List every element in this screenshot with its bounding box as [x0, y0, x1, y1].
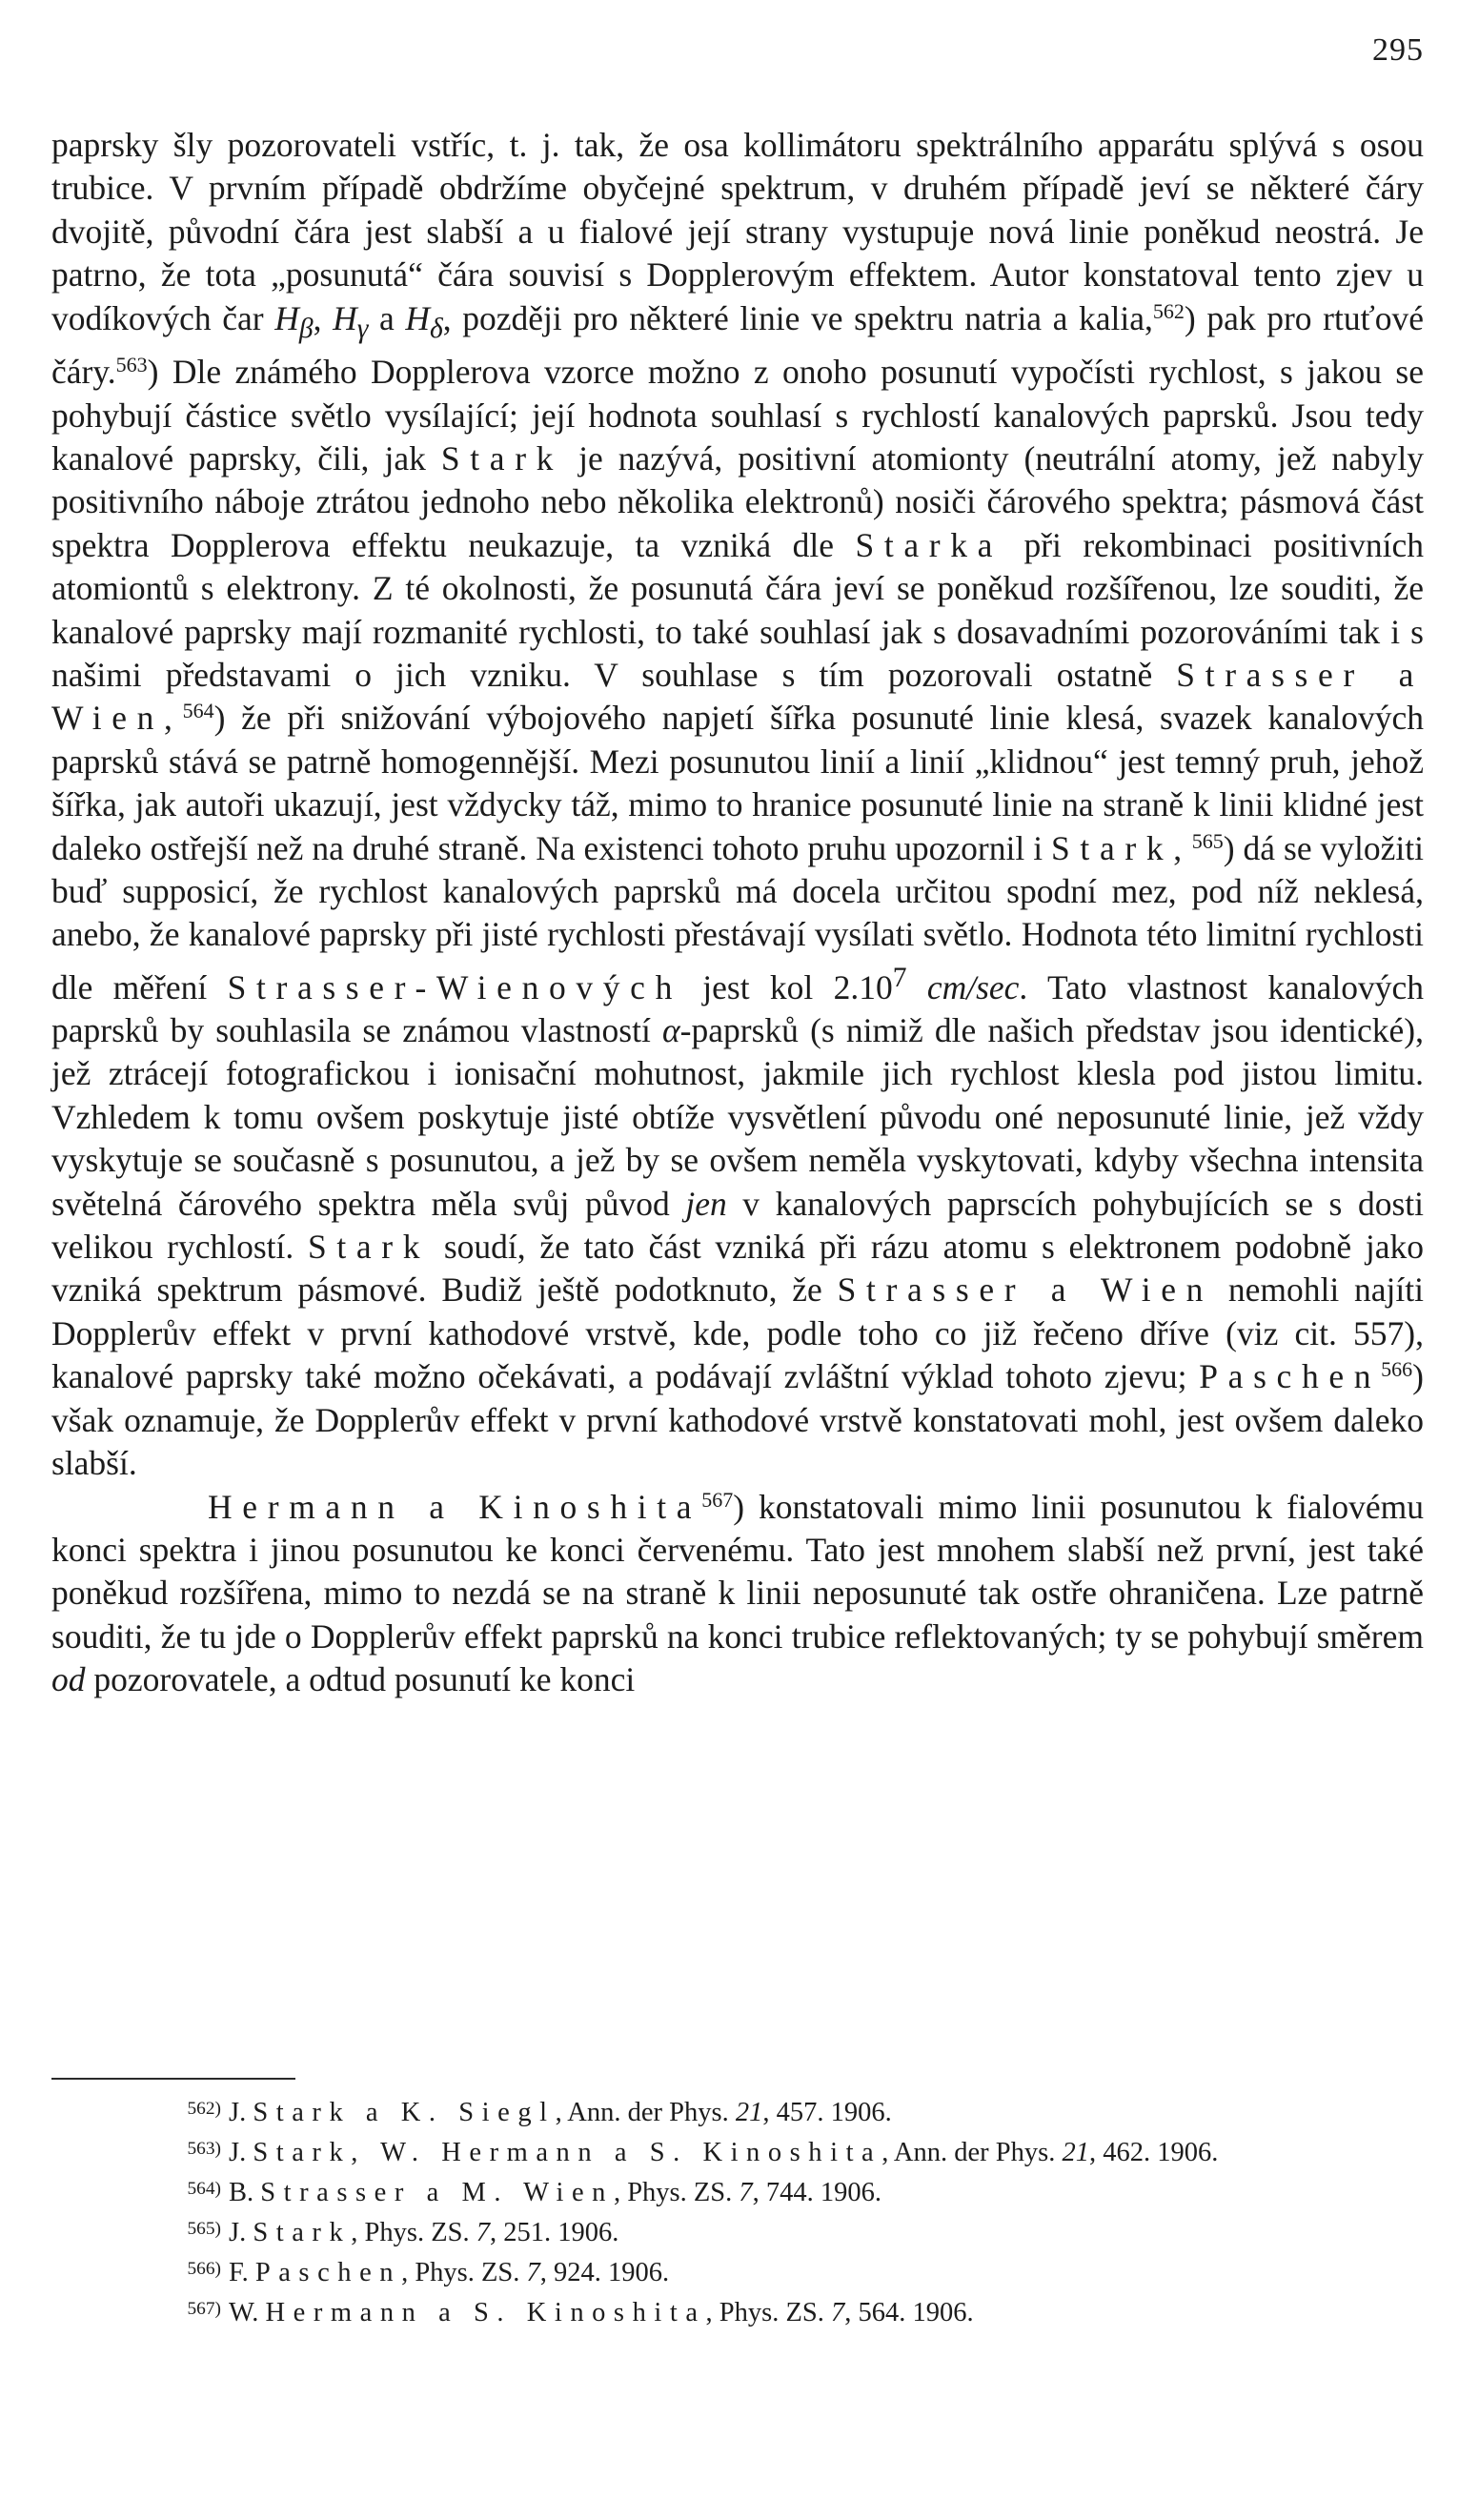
- footnote-authors: Stark: [253, 2218, 352, 2247]
- text-run: a: [368, 298, 406, 337]
- text-run: -paprsků (s nimiž dle našich představ jsou identické), jež ztrácejí fotografickou i ionisační mohutnost, jakmile jich rychlost klesla pod jistou limitu. Vzhledem k tomu ovšem poskytuje jisté obtíže vysvětlení původu oné neposunuté linie, jež vždy vyskytuje se současně s posunutou, a jež by se ovšem neměla vyskytovati, kdyby všechna intensita světelná čárového spektra měla svůj původ: [51, 1011, 1424, 1223]
- footnote-562: 562) J. Stark a K. Siegl, Ann. der Phys. 21, 457. 1906.: [187, 2098, 892, 2127]
- footnote-ref-562[interactable]: 562: [1152, 298, 1185, 323]
- author-name: Stark: [440, 438, 564, 478]
- exponent: 7: [892, 962, 907, 993]
- footnote-authors: Stark a K. Siegl: [253, 2098, 556, 2127]
- body-text: [51, 124, 1424, 1702]
- page-number: 295: [1372, 32, 1424, 68]
- footnote-564: 564) B. Strasser a M. Wien, Phys. ZS. 7, 744. 1906.: [187, 2178, 882, 2207]
- footnote-volume: 7: [526, 2258, 540, 2287]
- footnote-authors: Strasser a M. Wien: [260, 2178, 614, 2207]
- footnote-authors: Hermann a S. Kinoshita: [265, 2298, 706, 2327]
- author-name: Strasser a Wien: [837, 1270, 1214, 1310]
- footnote-567: 567) W. Hermann a S. Kinoshita, Phys. ZS. 7, 564. 1906.: [187, 2298, 974, 2327]
- author-name: Paschen: [1199, 1357, 1382, 1396]
- paragraph-2: [51, 1486, 1424, 1702]
- text-run: ) pak pro rtuťové čáry.: [51, 298, 1425, 392]
- text-run: , později pro některé linie ve spektru natria a kalia,: [442, 298, 1153, 337]
- footnote-ref-564[interactable]: 564: [182, 699, 214, 723]
- text-run: ,: [313, 298, 334, 337]
- symbol-h-beta: $H_\beta$: [274, 298, 314, 344]
- footnote-563: 563) J. Stark, W. Hermann a S. Kinoshita, Ann. der Phys. 21, 462. 1906.: [187, 2138, 1219, 2167]
- footnote-ref-563[interactable]: 563: [115, 353, 148, 377]
- text-run: ) dá se vyložiti buď supposicí, že rychlost kanalových paprsků má docela určitou spodní mez, pod níž neklesá, anebo, že kanalové paprsky při jisté rychlosti přestávají vysílati světlo. Hodnota této limitní rychlosti dle měření: [51, 828, 1425, 1006]
- footnote-volume: 7: [830, 2298, 845, 2327]
- symbol-h-delta: $H_\delta$: [405, 298, 443, 344]
- emphasis: jen: [685, 1184, 727, 1223]
- unit-label: cm/sec: [926, 967, 1020, 1006]
- symbol-h-gamma: $H_\gamma$: [333, 298, 369, 344]
- author-name: Strasser a Wien,: [51, 655, 1424, 738]
- text-run: jest kol 2.10: [681, 967, 893, 1006]
- footnote-volume: 7: [739, 2178, 753, 2207]
- footnote-ref-566[interactable]: 566: [1381, 1357, 1413, 1382]
- text-run: při rekombinaci positivních atomiontů s elektrony. Z té okolnosti, že posunutá čára jeví se poněkud rozšířenou, lze souditi, že kanalové paprsky mají rozmanité rychlosti, to také souhlasí jak s dosavadními pozorováními tak i s našimi představami o jich vzniku. V souhlase s tím pozorovali ostatně: [51, 525, 1425, 694]
- footnote-volume: 21: [1062, 2138, 1089, 2167]
- text-run: pozorovatele, a odtud posunutí ke konci: [85, 1660, 636, 1699]
- text-run: ) Dle známého Dopplerova vzorce možno z onoho posunutí vypočísti rychlost, s jakou se pohybují částice světlo vysílající; její hodnota souhlasí s rychlostí kanalových paprsků. Jsou tedy kanalové paprsky, čili, jak: [51, 353, 1424, 478]
- emphasis: od: [51, 1660, 86, 1699]
- footnote-565: 565) J. Stark, Phys. ZS. 7, 251. 1906.: [187, 2218, 619, 2247]
- text-run: soudí, že tato část vzniká při rázu atomu s elektronem podobně jako vzniká spektrum pásmové. Budiž ještě podotknuto, že: [51, 1228, 1424, 1310]
- text-run: je nazývá, positivní atomionty (neutrální atomy, jež nabyly positivního náboje ztrátou jednoho nebo několika elektronů) nosiči čárového spektra; pásmová část spektra Dopplerova effektu neukazuje, ta vzniká dle: [51, 438, 1424, 564]
- footnote-566: 566) F. Paschen, Phys. ZS. 7, 924. 1906.: [187, 2258, 670, 2287]
- author-name: Stark,: [1051, 828, 1192, 867]
- footnote-volume: 7: [476, 2218, 490, 2247]
- footnote-authors: Paschen: [254, 2258, 402, 2287]
- footnote-divider: [51, 2078, 295, 2080]
- text-run: nemohli najíti Dopplerův effekt v první kathodové vrstvě, kde, podle toho co již řečeno dříve (viz cit. 557), kanalové paprsky také možno očekávati, a podávají zvláštní výklad tohoto zjevu;: [51, 1270, 1425, 1396]
- author-name: Strasser-Wienových: [227, 967, 682, 1006]
- footnote-volume: 21: [735, 2098, 763, 2127]
- author-name: Hermann a Kinoshita: [208, 1487, 702, 1526]
- text-run: . Tato vlastnost kanalových paprsků by souhlasila se známou vlastností: [51, 967, 1425, 1050]
- footnote-ref-567[interactable]: 567: [701, 1487, 734, 1512]
- text-run: v kanalových paprscích pohybujících se s dosti velikou rychlostí.: [51, 1184, 1424, 1267]
- symbol-alpha: α: [662, 1011, 680, 1050]
- text-run: ) však oznamuje, že Dopplerův effekt v první kathodové vrstvě konstatovati mohl, jest ovšem daleko slabší.: [51, 1357, 1424, 1483]
- footnotes: [51, 2093, 1424, 2333]
- footnote-ref-565[interactable]: 565: [1191, 828, 1224, 853]
- text-run: ) že při snižování výbojového napjetí šířka posunuté linie klesá, svazek kanalových paprsků stává se patrně homogennější. Mezi posunutou linií a linií „klidnou“ jest temný pruh, jehož šířka, jak autoři ukazují, jest vždycky táž, mimo to hranice posunuté linie na straně k linii klidné jest daleko ostřejší než na druhé straně. Na existenci tohoto pruhu upozornil i: [51, 699, 1424, 867]
- footnote-authors: Stark, W. Hermann a S. Kinoshita: [253, 2138, 882, 2167]
- author-name: Starka: [855, 525, 1003, 564]
- text-run: [907, 968, 927, 1006]
- text-run: paprsky šly pozorovateli vstříc, t. j. tak, že osa kollimátoru spektrálního apparátu splývá s osou trubice. V prvním případě obdržíme obyčejné spektrum, v druhém případě jeví se některé čáry dvojitě, původní čára jest slabší a u fialové její strany vystupuje nová linie poněkud neostrá. Je patrno, že tota „posunutá“ čára souvisí s Dopplerovým effektem. Autor konstatoval tento zjev u vodíkových čar: [51, 126, 1424, 337]
- paragraph-1: [51, 124, 1424, 1486]
- text-run: ) konstatovali mimo linii posunutou k fialovému konci spektra i jinou posunutou ke konci červenému. Tato jest mnohem slabší než první, jest také poněkud rozšířena, mimo to nezdá se na straně k linii neposunuté tak ostře ohraničena. Lze patrně souditi, že tu jde o Dopplerův effekt paprsků na konci trubice reflektovaných; ty se pohybují směrem: [51, 1487, 1424, 1656]
- author-name: Stark: [307, 1228, 431, 1267]
